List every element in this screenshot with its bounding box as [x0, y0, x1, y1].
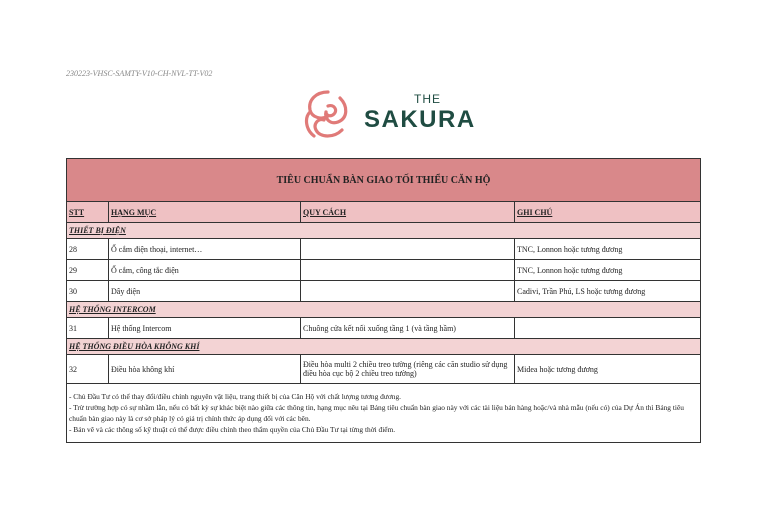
cell-stt: 31	[67, 318, 109, 339]
header-note: GHI CHÚ	[515, 202, 701, 223]
cell-item: Ổ cắm, công tắc điện	[109, 260, 301, 281]
cell-note	[515, 318, 701, 339]
header-spec: QUY CÁCH	[301, 202, 515, 223]
section-row	[67, 223, 701, 239]
note-line: - Bản vẽ và các thông số kỹ thuật có thể được điều chỉnh theo thẩm quyền của Chủ Đầu Tư tại từng thời điểm.	[69, 425, 396, 434]
cell-item: Hệ thống Intercom	[109, 318, 301, 339]
table-row	[67, 355, 701, 384]
cell-stt: 32	[67, 355, 109, 384]
note-line: - Trừ trường hợp có sự nhầm lẫn, nếu có bất kỳ sự khác biệt nào giữa các thông tin, hạng mục nêu tại Bảng tiêu chuẩn bàn giao này với các tài liệu bán hàng hoặc/và nhà mẫu (nếu có) của Dự Án thì Bảng tiêu chuẩn bàn giao này là cơ sở pháp lý có giá trị chính thức áp dụng đối với các bên.	[69, 403, 684, 423]
logo-main-text: SAKURA	[364, 106, 476, 133]
cell-spec: Điều hòa multi 2 chiều treo tường (riêng các căn studio sử dụng điều hòa cục bộ 2 chiều treo tường)	[301, 355, 515, 384]
table-title-row	[67, 159, 701, 202]
logo-small-text: THE	[414, 92, 441, 106]
section-title: THIẾT BỊ ĐIỆN	[67, 223, 701, 239]
document-code: 230223-VHSC-SAMTY-V10-CH-NVL-TT-V02	[66, 69, 213, 78]
cell-item: Điều hòa không khí	[109, 355, 301, 384]
cell-spec	[301, 239, 515, 260]
cell-spec	[301, 260, 515, 281]
cell-spec	[301, 281, 515, 302]
section-title: HỆ THỐNG ĐIỀU HÒA KHÔNG KHÍ	[67, 339, 701, 355]
table-row	[67, 260, 701, 281]
table-title: TIÊU CHUẨN BÀN GIAO TỐI THIỂU CĂN HỘ	[67, 159, 701, 202]
table-row	[67, 281, 701, 302]
cell-spec: Chuông cửa kết nối xuống tầng 1 (và tầng hầm)	[301, 318, 515, 339]
notes-cell	[67, 384, 701, 443]
header-item: HẠNG MỤC	[109, 202, 301, 223]
section-title: HỆ THỐNG INTERCOM	[67, 302, 701, 318]
cell-note: TNC, Lonnon hoặc tương đương	[515, 260, 701, 281]
table-header-row	[67, 202, 701, 223]
header-stt: STT	[67, 202, 109, 223]
cell-stt: 30	[67, 281, 109, 302]
cell-note: Midea hoặc tương đương	[515, 355, 701, 384]
cell-stt: 29	[67, 260, 109, 281]
table-row	[67, 239, 701, 260]
cell-note: Cadivi, Trần Phú, LS hoặc tương đương	[515, 281, 701, 302]
table-row	[67, 318, 701, 339]
cell-stt: 28	[67, 239, 109, 260]
notes-row	[67, 384, 701, 443]
handover-standard-table	[66, 158, 701, 443]
section-row	[67, 302, 701, 318]
cell-item: Ổ cắm điện thoại, internet…	[109, 239, 301, 260]
section-row	[67, 339, 701, 355]
cell-item: Dây điện	[109, 281, 301, 302]
note-line: - Chủ Đầu Tư có thể thay đổi/điều chỉnh nguyên vật liệu, trang thiết bị của Căn Hộ với chất lượng tương đương.	[69, 392, 402, 401]
cell-note: TNC, Lonnon hoặc tương đương	[515, 239, 701, 260]
